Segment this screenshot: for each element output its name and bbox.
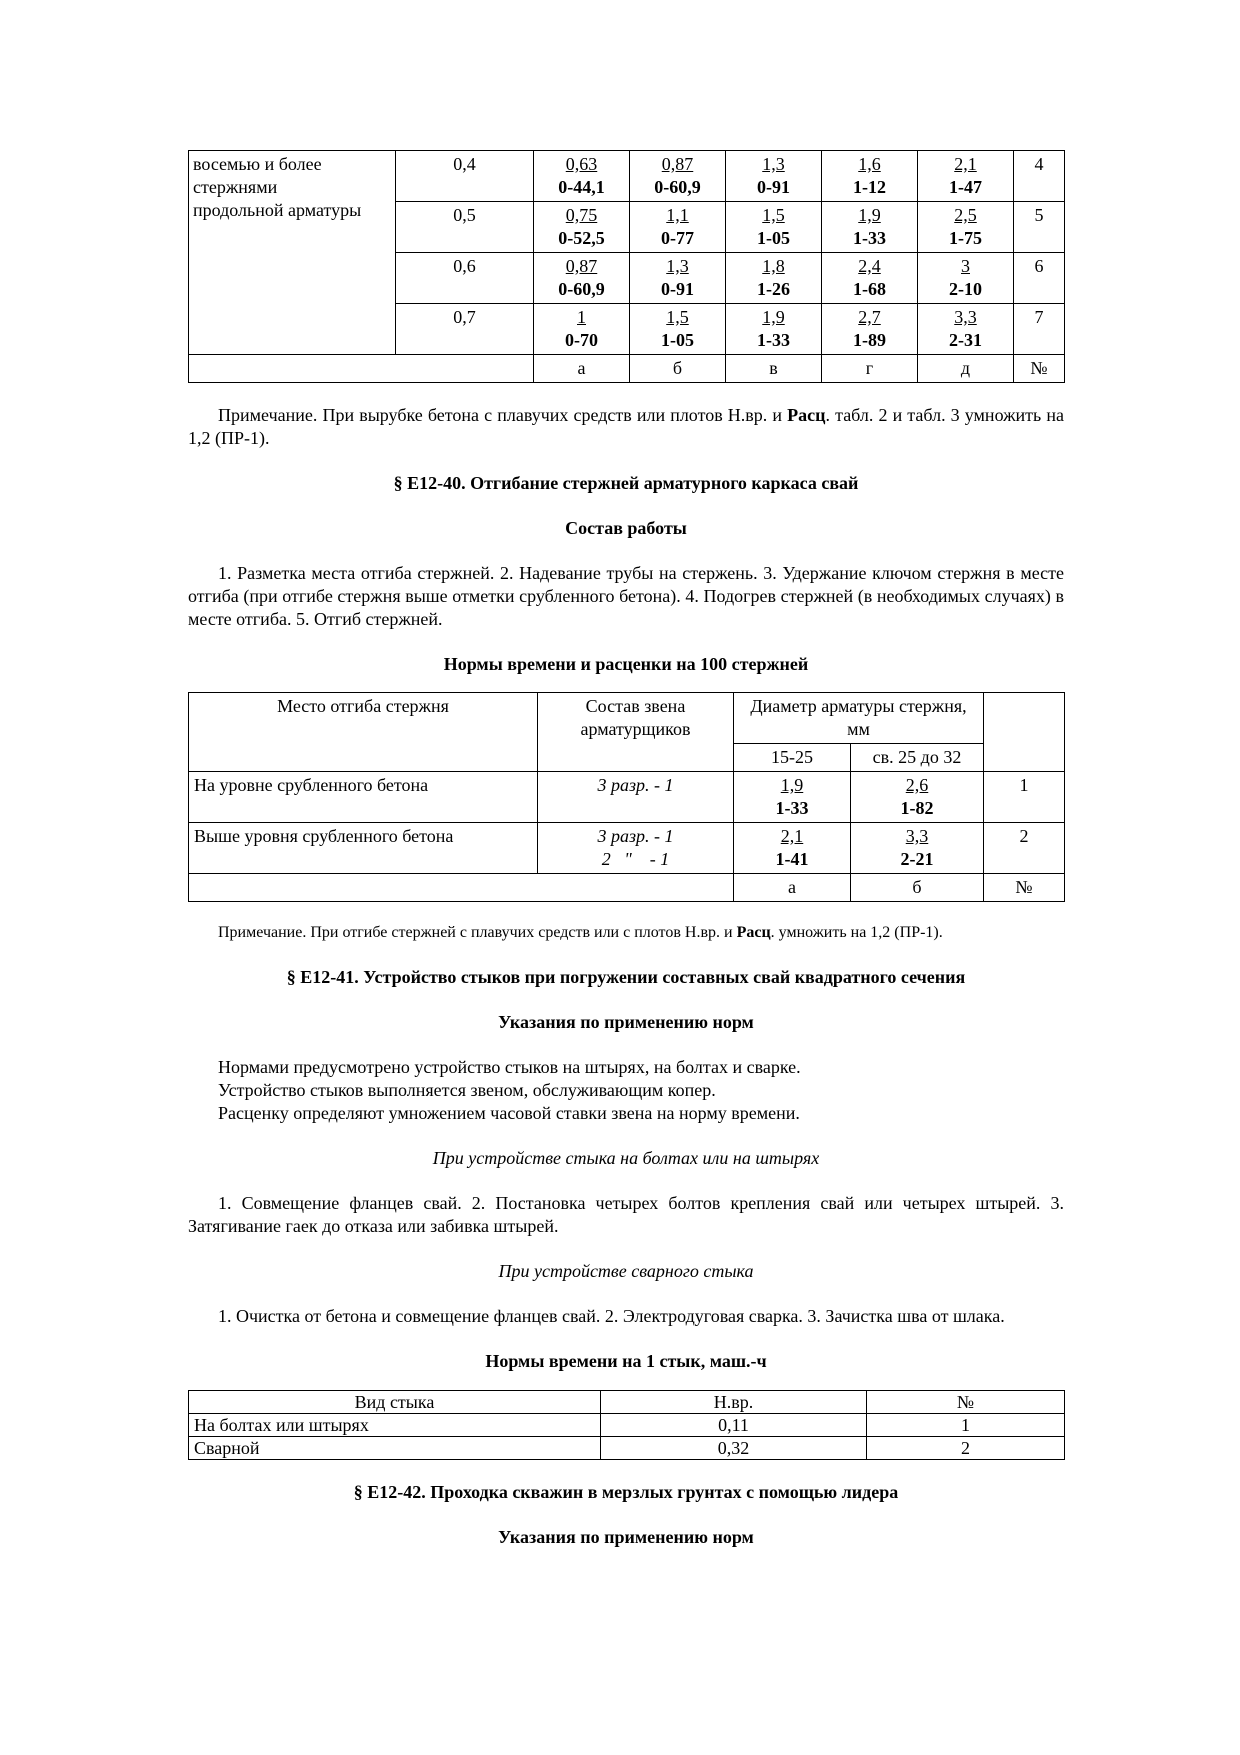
table-row xyxy=(189,151,1065,202)
norms-title: Нормы времени и расценки на 100 стержней xyxy=(443,654,809,674)
joint-type-cell: На болтах или штырях xyxy=(189,1414,601,1437)
value-cell: 1 0-70 xyxy=(534,304,630,355)
label-line: продольной арматуры xyxy=(193,200,362,220)
subsection-title: Состав работы xyxy=(565,518,687,538)
row-number: 2 xyxy=(984,823,1065,874)
row-number: 5 xyxy=(1014,202,1065,253)
joint-type-cell: Сварной xyxy=(189,1437,601,1460)
time-norm-cell: 0,32 xyxy=(601,1437,867,1460)
row-number: 7 xyxy=(1014,304,1065,355)
work-description: 1. Совмещение фланцев свай. 2. Постановка четырех болтов крепления свай или четырех штырей. 3. Затягивание гаек до отказа или забивка штырей. xyxy=(188,1193,1064,1236)
table-row xyxy=(189,1414,1065,1437)
ratio-cell: 0,7 xyxy=(396,304,534,355)
header-diameter: Диаметр арматуры стержня, мм xyxy=(734,693,984,744)
crew-cell: 3 разр. - 1 2 " - 1 xyxy=(538,823,734,874)
column-letter: б xyxy=(630,355,726,383)
column-letter: а xyxy=(534,355,630,383)
table-footer-row xyxy=(189,874,1065,902)
table-rebar-ratios xyxy=(188,150,1065,383)
table-header-row xyxy=(189,693,1065,744)
value-cell: 3,3 2-21 xyxy=(851,823,984,874)
document-page xyxy=(188,150,1064,1549)
header-number: № xyxy=(867,1391,1065,1414)
column-number-sign: № xyxy=(1014,355,1065,383)
guide-line: Нормами предусмотрено устройство стыков на штырях, на болтах и сварке. xyxy=(218,1057,801,1077)
header-joint-type: Вид стыка xyxy=(189,1391,601,1414)
value-cell: 2,1 1-47 xyxy=(918,151,1014,202)
label-line: восемью и более xyxy=(193,154,322,174)
value-cell: 1,1 0-77 xyxy=(630,202,726,253)
guide-lines xyxy=(188,1056,1064,1125)
footer-empty xyxy=(189,355,534,383)
table-header-row xyxy=(189,1391,1065,1414)
row-number: 2 xyxy=(867,1437,1065,1460)
value-cell: 3 2-10 xyxy=(918,253,1014,304)
guide-line: Расценку определяют умножением часовой ставки звена на норму времени. xyxy=(218,1103,800,1123)
value-cell: 0,75 0-52,5 xyxy=(534,202,630,253)
footer-empty xyxy=(189,874,734,902)
ratio-cell: 0,4 xyxy=(396,151,534,202)
table-row xyxy=(189,823,1065,874)
row-number: 6 xyxy=(1014,253,1065,304)
value-cell: 1,8 1-26 xyxy=(726,253,822,304)
place-cell: На уровне срубленного бетона xyxy=(189,772,538,823)
ratio-cell: 0,6 xyxy=(396,253,534,304)
value-cell: 1,9 1-33 xyxy=(822,202,918,253)
column-letter: а xyxy=(734,874,851,902)
table-joint-norms xyxy=(188,1390,1065,1460)
header-crew: Состав звена арматурщиков xyxy=(538,693,734,772)
value-cell: 1,3 0-91 xyxy=(630,253,726,304)
row-number: 1 xyxy=(984,772,1065,823)
note-paragraph: Примечание. При вырубке бетона с плавучих средств или плотов Н.вр. и Расц. табл. 2 и табл. 3 умножить на 1,2 (ПР-1). xyxy=(188,405,1064,448)
value-cell: 2,6 1-82 xyxy=(851,772,984,823)
value-cell: 1,9 1-33 xyxy=(726,304,822,355)
header-diameter-1: 15-25 xyxy=(734,744,851,772)
value-cell: 0,87 0-60,9 xyxy=(630,151,726,202)
norms-title: Нормы времени на 1 стык, маш.-ч xyxy=(485,1351,767,1371)
value-cell: 1,5 1-05 xyxy=(630,304,726,355)
work-description: 1. Разметка места отгиба стержней. 2. Надевание трубы на стержень. 3. Удержание ключом стержня в месте отгиба (при отгибе стержня выше отметки срубленного бетона). 4. Подогрев стержней (в необходимых случаях) в месте отгиба. 5. Отгиб стержней. xyxy=(188,563,1064,629)
value-cell: 1,6 1-12 xyxy=(822,151,918,202)
crew-cell: 3 разр. - 1 xyxy=(538,772,734,823)
header-time-norm: Н.вр. xyxy=(601,1391,867,1414)
header-empty xyxy=(984,693,1065,772)
row-number: 1 xyxy=(867,1414,1065,1437)
column-letter: д xyxy=(918,355,1014,383)
column-letter: г xyxy=(822,355,918,383)
value-cell: 2,5 1-75 xyxy=(918,202,1014,253)
value-cell: 1,3 0-91 xyxy=(726,151,822,202)
section-title: § Е12-41. Устройство стыков при погружении составных свай квадратного сечения xyxy=(286,967,966,987)
header-place: Место отгиба стержня xyxy=(189,693,538,772)
note-paragraph: Примечание. При отгибе стержней с плавучих средств или с плотов Н.вр. и Расц. умножить на 1,2 (ПР-1). xyxy=(218,924,943,941)
place-cell: Выше уровня срубленного бетона xyxy=(189,823,538,874)
value-cell: 0,63 0-44,1 xyxy=(534,151,630,202)
value-cell: 2,4 1-68 xyxy=(822,253,918,304)
table-bending-norms xyxy=(188,692,1065,902)
value-cell: 2,1 1-41 xyxy=(734,823,851,874)
value-cell: 3,3 2-31 xyxy=(918,304,1014,355)
subsection-title: Указания по применению норм xyxy=(498,1012,754,1032)
column-number-sign: № xyxy=(984,874,1065,902)
value-cell: 2,7 1-89 xyxy=(822,304,918,355)
value-cell: 0,87 0-60,9 xyxy=(534,253,630,304)
value-cell: 1,9 1-33 xyxy=(734,772,851,823)
work-description: 1. Очистка от бетона и совмещение фланцев свай. 2. Электродуговая сварка. 3. Зачистка шва от шлака. xyxy=(218,1306,1005,1326)
row-number: 4 xyxy=(1014,151,1065,202)
column-letter: в xyxy=(726,355,822,383)
guide-line: Устройство стыков выполняется звеном, обслуживающим копер. xyxy=(218,1080,716,1100)
header-diameter-2: св. 25 до 32 xyxy=(851,744,984,772)
table-footer-row xyxy=(189,355,1065,383)
subsection-title: Указания по применению норм xyxy=(498,1527,754,1547)
italic-subtitle: При устройстве сварного стыка xyxy=(498,1261,754,1281)
label-line: стержнями xyxy=(193,177,278,197)
table-row xyxy=(189,1437,1065,1460)
value-cell: 1,5 1-05 xyxy=(726,202,822,253)
ratio-cell: 0,5 xyxy=(396,202,534,253)
row-label xyxy=(189,151,396,355)
section-title: § Е12-40. Отгибание стержней арматурного каркаса свай xyxy=(393,473,859,493)
italic-subtitle: При устройстве стыка на болтах или на штырях xyxy=(432,1148,820,1168)
column-letter: б xyxy=(851,874,984,902)
section-title: § Е12-42. Проходка скважин в мерзлых грунтах с помощью лидера xyxy=(353,1482,899,1502)
time-norm-cell: 0,11 xyxy=(601,1414,867,1437)
table-row xyxy=(189,772,1065,823)
